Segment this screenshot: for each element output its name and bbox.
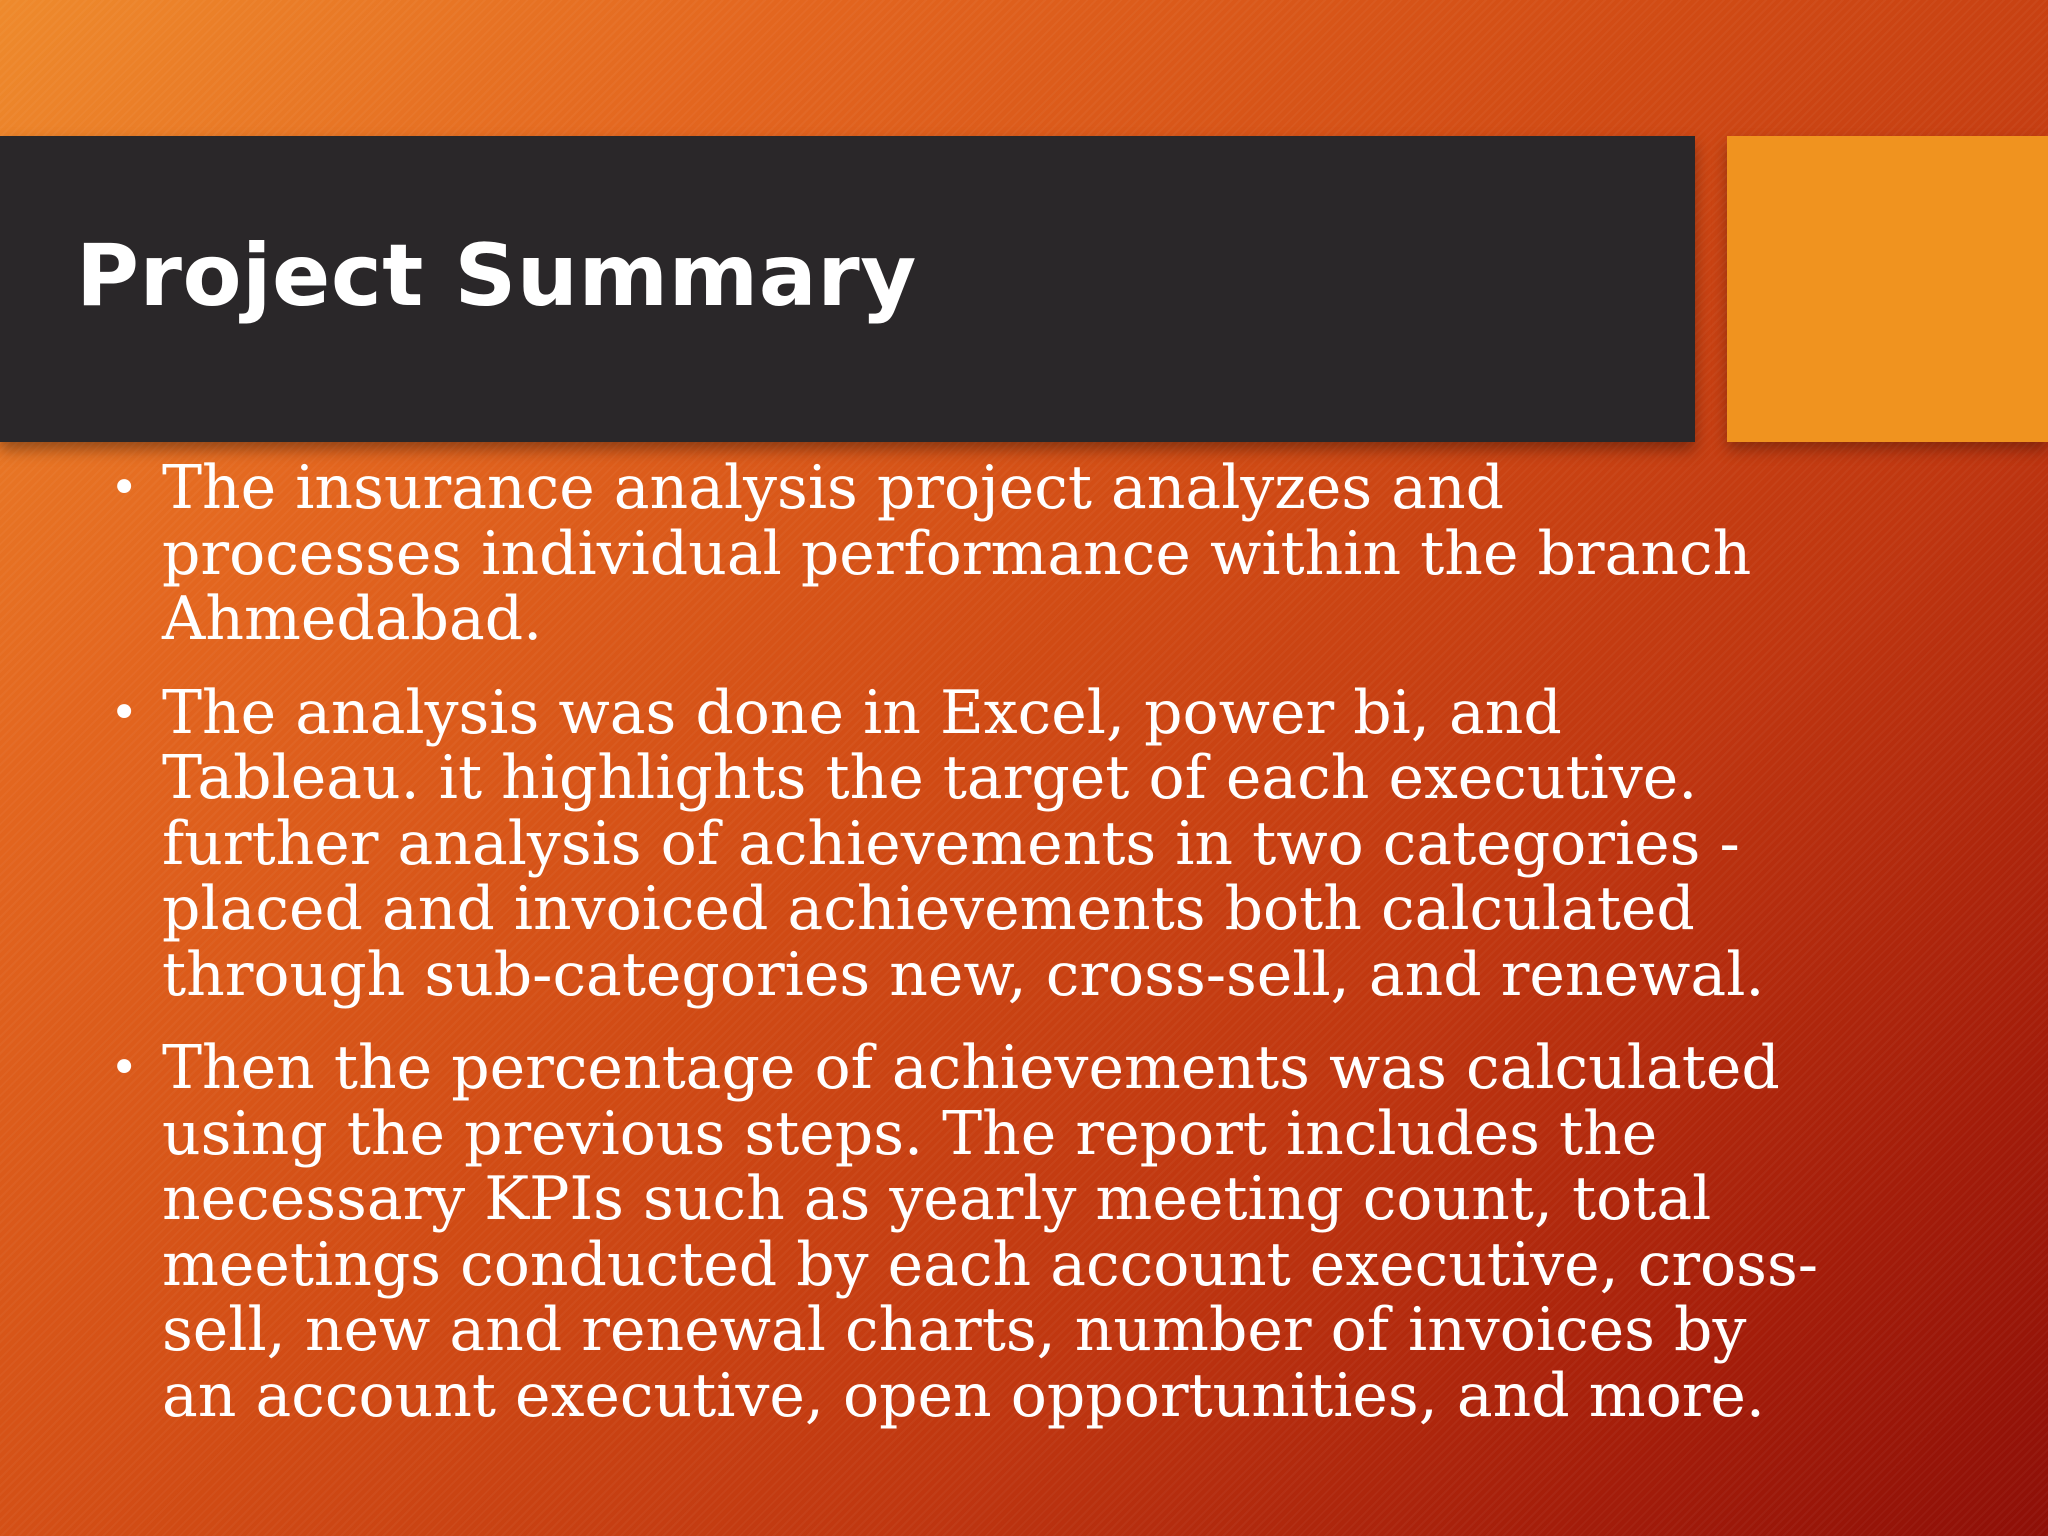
bullet-item [110,1033,1970,1431]
bullet-text-line: an account executive, open opportunities, and more. [162,1360,1766,1431]
bullet-text-line: Ahmedabad. [162,584,543,654]
bullet-text-line: Tableau. it highlights the target of each executive. [162,743,1698,813]
accent-block [1727,136,2048,442]
bullet-marker: • [110,460,139,516]
bullet-text-line: placed and invoiced achievements both calculated [162,874,1695,944]
bullet-text-line: using the previous steps. The report includes the [162,1098,1658,1169]
bullet-text-line: sell, new and renewal charts, number of invoices by [162,1295,1747,1365]
bullet-text-line: meetings conducted by each account executive, cross- [162,1229,1819,1300]
bullet-item [110,677,1970,1010]
bullet-marker: • [110,684,139,741]
bullet-text-line: The insurance analysis project analyzes and [162,453,1505,523]
bullet-text-line: Then the percentage of achievements was calculated [162,1033,1780,1103]
bullet-item [110,453,1970,654]
bullet-text-line: necessary KPIs such as yearly meeting count, total [162,1164,1712,1234]
bullet-text-line: further analysis of achievements in two categories - [162,808,1740,879]
bullet-marker: • [110,1040,139,1096]
bullet-text-line: through sub-categories new, cross-sell, and renewal. [162,939,1765,1010]
slide-title: Project Summary [76,226,917,326]
bullet-text-line: processes individual performance within the branch [162,518,1752,589]
bullet-text-line: The analysis was done in Excel, power bi, and [162,677,1562,748]
bullet-list [110,453,1970,1457]
